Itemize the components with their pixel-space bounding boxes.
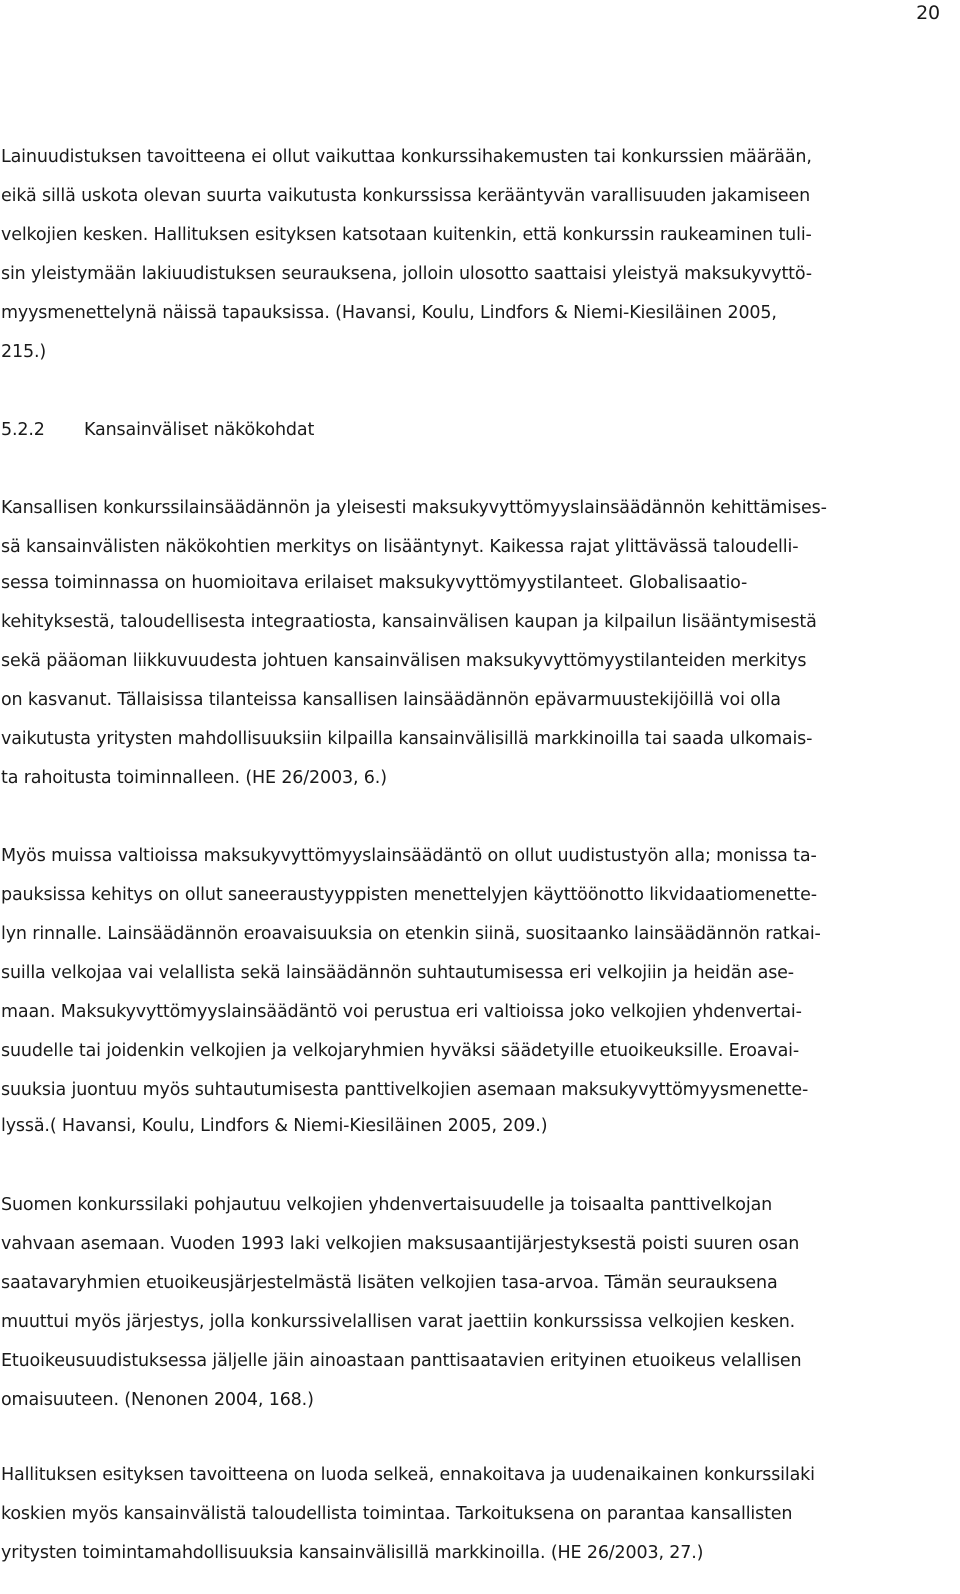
- text-line: vaikutusta yritysten mahdollisuuksiin kilpailla kansainvälisillä markkinoilla tai saada ulkomais-: [1, 729, 813, 749]
- section-number: 5.2.2: [1, 420, 45, 440]
- text-line: ta rahoitusta toiminnalleen. (HE 26/2003, 6.): [1, 768, 387, 788]
- page-number: 20: [916, 2, 940, 24]
- text-line: suilla velkojaa vai velallista sekä lainsäädännön suhtautumisessa eri velkojiin ja heidän ase-: [1, 963, 794, 983]
- text-line: on kasvanut. Tällaisissa tilanteissa kansallisen lainsäädännön epävarmuustekijöillä voi olla: [1, 690, 781, 710]
- text-line: saatavaryhmien etuoikeusjärjestelmästä lisäten velkojien tasa-arvoa. Tämän seurauksena: [1, 1273, 778, 1293]
- text-line: sin yleistymään lakiuudistuksen seurauksena, jolloin ulosotto saattaisi yleistyä maksukyvyttö-: [1, 264, 812, 284]
- text-line: Myös muissa valtioissa maksukyvyttömyyslainsäädäntö on ollut uudistustyön alla; monissa ta-: [1, 846, 817, 866]
- text-line: myysmenettelynä näissä tapauksissa. (Havansi, Koulu, Lindfors & Niemi-Kiesiläinen 2005,: [1, 303, 777, 323]
- text-line: yritysten toimintamahdollisuuksia kansainvälisillä markkinoilla. (HE 26/2003, 27.): [1, 1543, 704, 1563]
- text-line: muuttui myös järjestys, jolla konkurssivelallisen varat jaettiin konkurssissa velkojien kesken.: [1, 1312, 796, 1332]
- text-line: Suomen konkurssilaki pohjautuu velkojien yhdenvertaisuudelle ja toisaalta panttivelkojan: [1, 1195, 773, 1215]
- text-line: Etuoikeusuudistuksessa jäljelle jäin ainoastaan panttisaatavien erityinen etuoikeus velallisen: [1, 1351, 802, 1371]
- text-line: Lainuudistuksen tavoitteena ei ollut vaikuttaa konkurssihakemusten tai konkurssien määrään,: [1, 147, 812, 167]
- text-line: sekä pääoman liikkuvuudesta johtuen kansainvälisen maksukyvyttömyystilanteiden merkitys: [1, 651, 807, 671]
- text-line: suuksia juontuu myös suhtautumisesta panttivelkojien asemaan maksukyvyttömyysmenette-: [1, 1080, 809, 1100]
- text-line: maan. Maksukyvyttömyyslainsäädäntö voi perustua eri valtioissa joko velkojien yhdenvertai-: [1, 1002, 802, 1022]
- text-line: vahvaan asemaan. Vuoden 1993 laki velkojien maksusaantijärjestyksestä poisti suuren osan: [1, 1234, 800, 1254]
- text-line: koskien myös kansainvälistä taloudellista toimintaa. Tarkoituksena on parantaa kansallisten: [1, 1504, 793, 1524]
- text-line: suudelle tai joidenkin velkojien ja velkojaryhmien hyväksi säädetyille etuoikeuksille. Eroavai-: [1, 1041, 800, 1061]
- text-line: kehityksestä, taloudellisesta integraatiosta, kansainvälisen kaupan ja kilpailun lisääntymisestä: [1, 612, 817, 632]
- text-line: Hallituksen esityksen tavoitteena on luoda selkeä, ennakoitava ja uudenaikainen konkurssilaki: [1, 1465, 815, 1485]
- section-title: Kansainväliset näkökohdat: [84, 420, 315, 440]
- text-line: lyssä.( Havansi, Koulu, Lindfors & Niemi-Kiesiläinen 2005, 209.): [1, 1116, 548, 1136]
- text-line: pauksissa kehitys on ollut saneeraustyyppisten menettelyjen käyttöönotto likvidaatiomenette-: [1, 885, 817, 905]
- text-line: velkojien kesken. Hallituksen esityksen katsotaan kuitenkin, että konkurssin raukeaminen tuli-: [1, 225, 812, 245]
- section-heading: [1, 422, 314, 440]
- text-line: 215.): [1, 342, 47, 362]
- text-line: Kansallisen konkurssilainsäädännön ja yleisesti maksukyvyttömyyslainsäädännön kehittämises-: [1, 498, 827, 518]
- text-line: eikä sillä uskota olevan suurta vaikutusta konkurssissa kerääntyvän varallisuuden jakamiseen: [1, 186, 811, 206]
- text-line: lyn rinnalle. Lainsäädännön eroavaisuuksia on etenkin siinä, suositaanko lainsäädännön ratkai-: [1, 924, 821, 944]
- text-line: omaisuuteen. (Nenonen 2004, 168.): [1, 1390, 314, 1410]
- text-line: sessa toiminnassa on huomioitava erilaiset maksukyvyttömyystilanteet. Globalisaatio-: [1, 573, 748, 593]
- text-line: sä kansainvälisten näkökohtien merkitys on lisääntynyt. Kaikessa rajat ylittävässä taloudelli-: [1, 537, 799, 557]
